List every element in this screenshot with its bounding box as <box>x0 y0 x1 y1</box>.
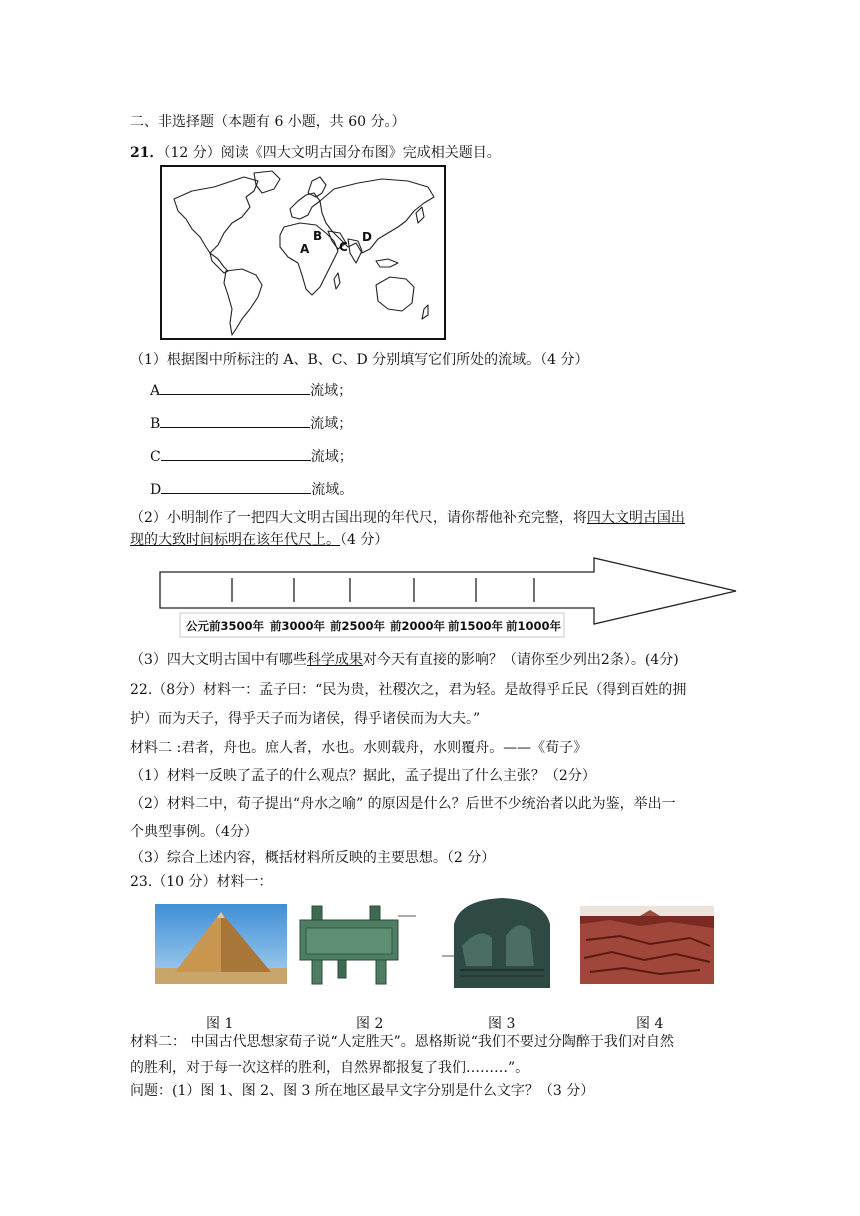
timeline-label: 前2500年 <box>330 619 386 633</box>
map-label-c: C <box>339 240 348 254</box>
pyramid-image <box>155 904 287 984</box>
timeline-label: 前1500年 <box>448 619 504 633</box>
fill-suffix: 流域； <box>310 383 353 399</box>
world-map <box>160 165 446 340</box>
q21-sub3 <box>130 650 679 670</box>
stele-image <box>440 896 565 988</box>
q21-sub1: （1）根据图中所标注的 A、B、C、D 分别填写它们所处的流域。（4 分） <box>130 352 589 368</box>
figure-2-caption: 图 2 <box>356 1016 384 1032</box>
q21-sub2-points: （4 分） <box>340 532 389 548</box>
ding-image <box>290 902 418 988</box>
q23-material2-line2: 的胜利，对于每一次这样的胜利，自然界都报复了我们………”。 <box>130 1060 530 1076</box>
answer-blank[interactable] <box>161 446 311 461</box>
map-label-a: A <box>300 242 310 256</box>
fill-letter: D <box>150 482 162 498</box>
map-label-b: B <box>313 229 323 243</box>
answer-blank[interactable] <box>161 479 311 494</box>
q23-material2-line1: 材料二： 中国古代思想家荀子说“人定胜天”。恩格斯说“我们不要过分陶醉于我们对自然 <box>130 1034 674 1050</box>
q21-sub2-line2 <box>130 530 388 550</box>
world-map-outline <box>162 167 444 338</box>
q22-sub1: （1）材料一反映了孟子的什么观点？据此，孟子提出了什么主张？（2分） <box>130 768 596 784</box>
q21-header <box>130 143 501 163</box>
q21-sub3-underlined: 科学成果 <box>306 652 363 668</box>
map-label-d: D <box>362 230 372 244</box>
fill-line-b <box>150 413 352 434</box>
timeline-label: 前2000年 <box>390 619 446 633</box>
fill-letter: B <box>150 416 161 432</box>
fill-suffix: 流域； <box>310 416 353 432</box>
fill-suffix: 流域。 <box>311 482 354 498</box>
q21-sub2-underlined: 四大文明古国出 <box>586 510 685 526</box>
timeline-label: 前3000年 <box>270 619 326 633</box>
q21-sub2-underlined-2: 现的大致时间标明在该年代尺上。 <box>130 532 340 548</box>
q22-sub2-line1: （2）材料二中，荀子提出“舟水之喻” 的原因是什么？后世不少统治者以此为鉴，举出一 <box>130 796 676 812</box>
q23-header: 23.（10 分）材料一： <box>130 874 273 890</box>
figure-1-caption: 图 1 <box>206 1016 234 1032</box>
q22-sub3: （3）综合上述内容，概括材料所反映的主要思想。（2 分） <box>130 850 496 866</box>
figure-1-pyramid <box>155 904 287 984</box>
q23-question1: 问题：(1）图 1、图 2、图 3 所在地区最早文字分别是什么文字？（3 分） <box>130 1083 595 1099</box>
q21-sub3-text: （3）四大文明古国中有哪些 <box>130 652 307 668</box>
q22-line2: 护）而为天子，得乎天子而为诸侯，得乎诸侯而为大夫。” <box>130 711 481 727</box>
q22-sub2-line2: 个典型事例。（4分） <box>130 824 258 840</box>
q22-line1: 22.（8分）材料一：孟子曰：“民为贵，社稷次之，君为轻。是故得乎丘民（得到百姓的拥 <box>130 682 687 698</box>
figure-3-caption: 图 3 <box>488 1016 516 1032</box>
timeline-label: 公元前3500年 <box>186 619 265 633</box>
q21-sub2-line1 <box>130 508 685 528</box>
figure-2-bronze-ding <box>290 902 418 988</box>
ruins-image <box>580 906 714 984</box>
answer-blank[interactable] <box>160 413 310 428</box>
fill-line-a <box>150 380 352 401</box>
figure-3-stele <box>440 896 565 988</box>
timeline-ruler <box>158 556 740 640</box>
fill-line-d <box>150 479 353 500</box>
fill-suffix: 流域； <box>310 449 353 465</box>
q21-sub2-text: （2）小明制作了一把四大文明古国出现的年代尺，请你帮他补充完整，将 <box>130 510 587 526</box>
q22-line3: 材料二 :君者，舟也。庶人者，水也。水则载舟，水则覆舟。——《荀子》 <box>130 740 588 756</box>
fill-line-c <box>150 446 353 467</box>
q21-sub3-text-2: 对今天有直接的影响？（请你至少列出2条）。(4分) <box>362 652 679 668</box>
fill-letter: C <box>150 449 161 465</box>
timeline-label: 前1000年 <box>506 619 562 633</box>
q21-header-text: （12 分）阅读《四大文明古国分布图》完成相关题目。 <box>163 145 501 161</box>
answer-blank[interactable] <box>160 380 310 395</box>
fill-letter: A <box>150 383 161 399</box>
q21-number: 21． <box>130 145 164 161</box>
section-title: 二、非选择题（本题有 6 小题，共 60 分。） <box>130 114 406 130</box>
figure-4-ruins <box>580 906 714 984</box>
figure-4-caption: 图 4 <box>636 1016 664 1032</box>
